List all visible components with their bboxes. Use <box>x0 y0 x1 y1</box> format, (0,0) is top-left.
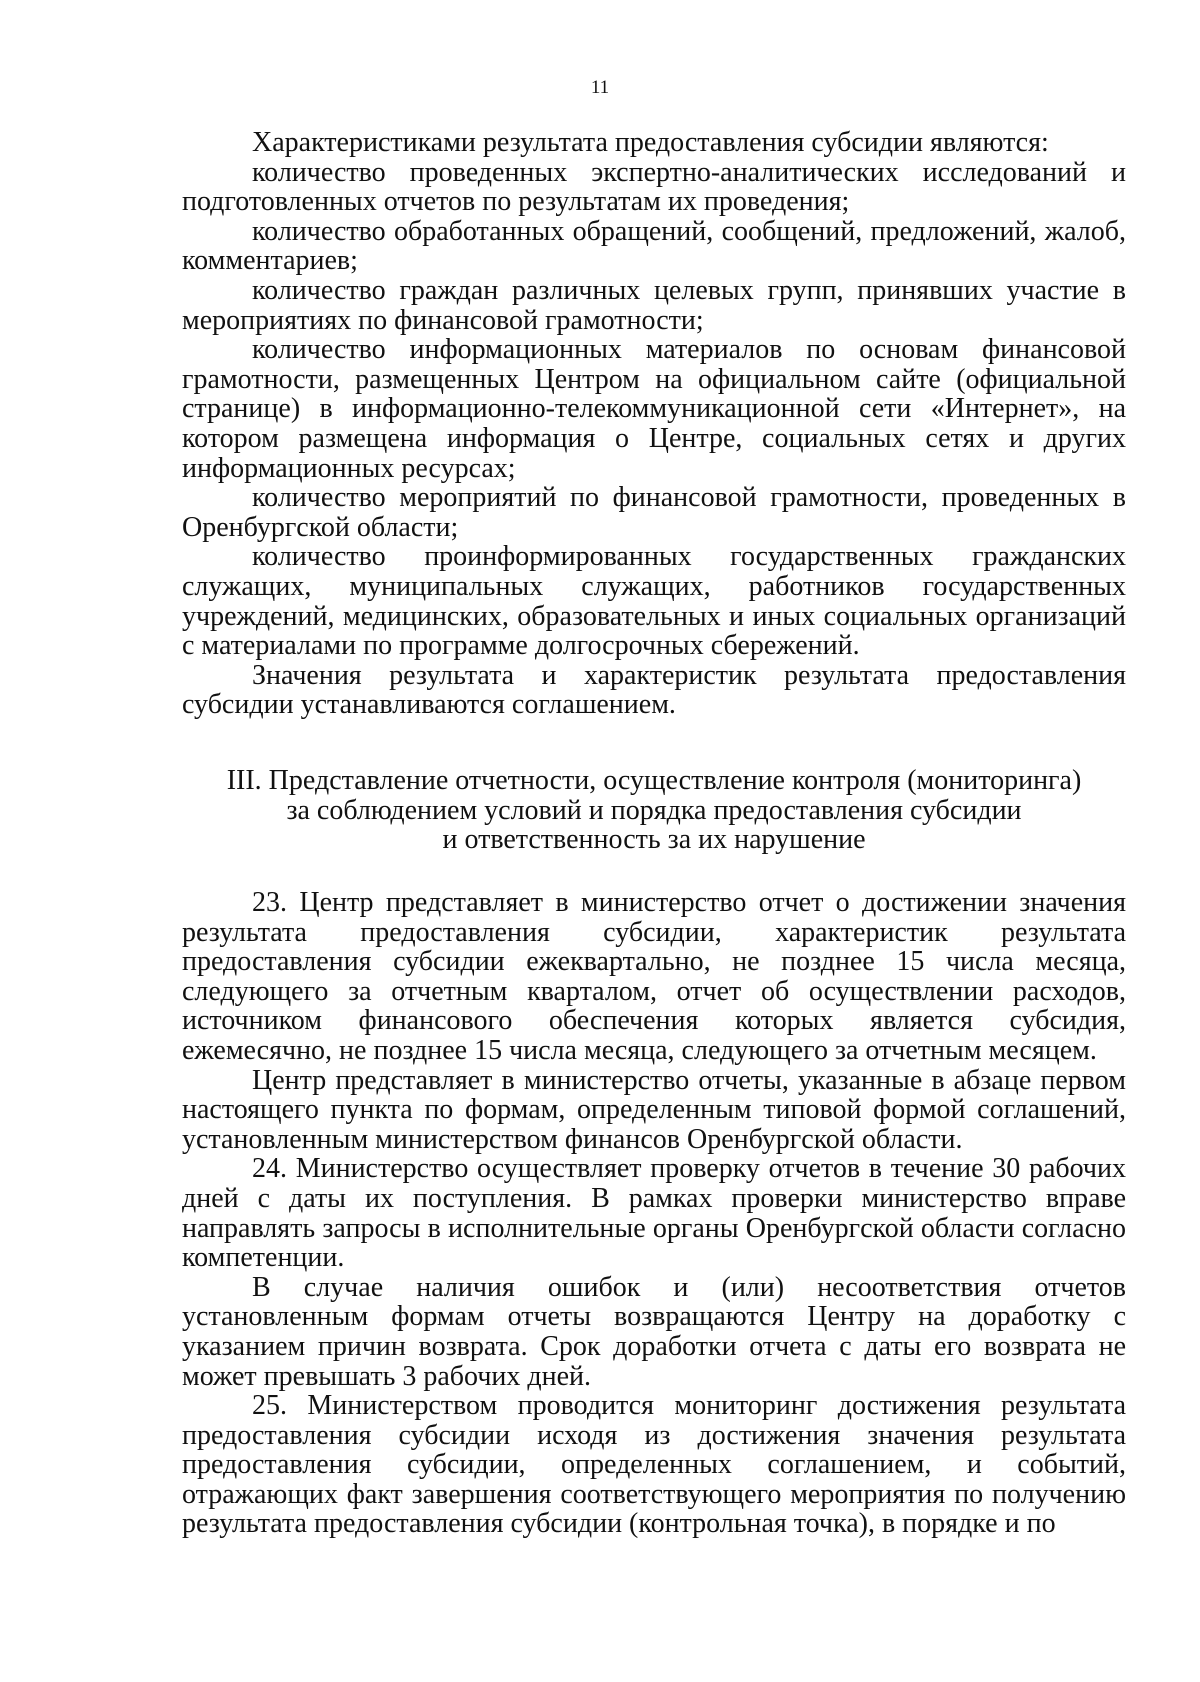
paragraph: Характеристиками результата предоставления субсидии являются: <box>252 127 1049 158</box>
paragraph: Значения результата и характеристик результата предоставления субсидии устанавливаются соглашением. <box>182 659 1126 721</box>
list-item: количество мероприятий по финансовой грамотности, проведенных в Оренбургской области; <box>182 482 1126 543</box>
section-heading <box>182 766 1126 855</box>
list-item: количество проведенных экспертно-аналитических исследований и подготовленных отчетов по результатам их проведения; <box>182 156 1126 218</box>
section-heading-line: и ответственность за их нарушение <box>442 824 866 856</box>
paragraph: В случае наличия ошибок и (или) несоответствия отчетов установленным формам отчеты возвращаются Центру на доработку с указанием причин возврата. Срок доработки отчета с даты его возврата не может превышать 3 рабочих дней. <box>182 1271 1126 1392</box>
paragraph: Центр представляет в министерство отчеты, указанные в абзаце первом настоящего пункта по формам, определенным типовой формой соглашений, установленным министерством финансов Оренбургской области. <box>182 1064 1126 1155</box>
list-item: количество обработанных обращений, сообщений, предложений, жалоб, комментариев; <box>182 215 1126 277</box>
reporting-section <box>182 888 1126 1539</box>
results-characteristics-section <box>182 128 1126 720</box>
clause-23: 23. Центр представляет в министерство отчет о достижении значения результата предоставления субсидии, характеристик результата предоставления субсидии ежеквартально, не позднее 15 числа месяца, следующего за отчетным кварталом, отчет об осуществлении расходов, источником финансового обеспечения которых является субсидия, ежемесячно, не позднее 15 числа месяца, следующего за отчетным месяцем. <box>182 887 1126 1066</box>
page-number: 11 <box>590 77 610 98</box>
section-heading-line: III. Представление отчетности, осуществление контроля (мониторинга) <box>226 765 1082 796</box>
clause-25: 25. Министерством проводится мониторинг достижения результата предоставления субсидии исходя из достижения значения результата предоставления субсидии, определенных соглашением, и событий, отражающих факт завершения соответствующего мероприятия по получению результата предоставления субсидии (контрольная точка), в порядке и по <box>182 1390 1126 1540</box>
section-heading-line: за соблюдением условий и порядка предоставления субсидии <box>286 794 1022 826</box>
clause-24: 24. Министерство осуществляет проверку отчетов в течение 30 рабочих дней с даты их поступления. В рамках проверки министерство вправе направлять запросы в исполнительные органы Оренбургской области согласно компетенции. <box>182 1153 1126 1274</box>
list-item: количество граждан различных целевых групп, принявших участие в мероприятиях по финансовой грамотности; <box>182 274 1126 336</box>
list-item: количество информационных материалов по основам финансовой грамотности, размещенных Центром на официальном сайте (официальной странице) в информационно-телекоммуникационной сети «Интернет», на котором размещена информация о Центре, социальных сетях и других информационных ресурсах; <box>182 334 1126 484</box>
list-item: количество проинформированных государственных гражданских служащих, муниципальных служащих, работников государственных учреждений, медицинских, образовательных и иных социальных организаций с материалами по программе долгосрочных сбережений. <box>182 541 1126 662</box>
